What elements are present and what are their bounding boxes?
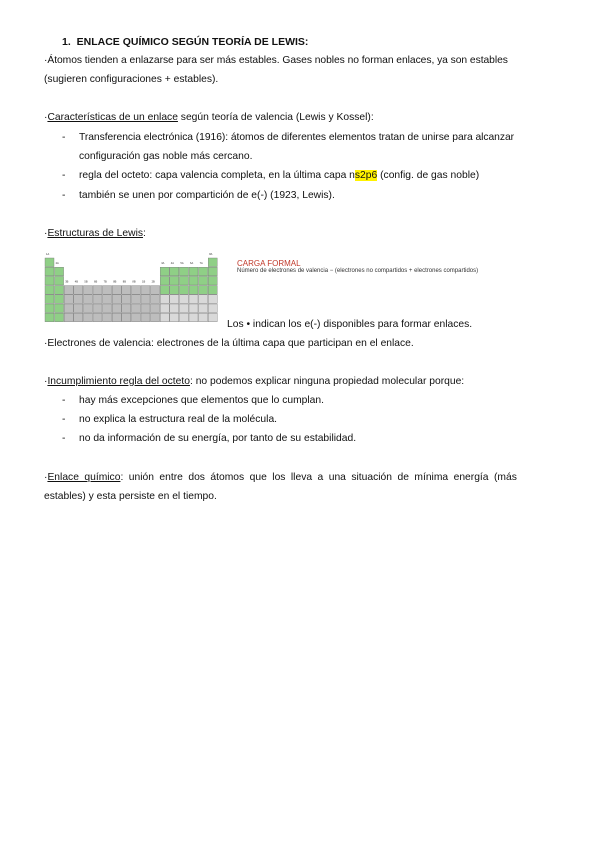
incumplimiento-rest: : no podemos explicar ninguna propiedad molecular porque:	[189, 376, 465, 387]
element-cell	[64, 295, 73, 304]
element-cell	[93, 313, 102, 322]
element-cell	[160, 313, 169, 322]
element-cell	[141, 304, 150, 313]
figure-caption: Los • indican los e(-) disponibles para formar enlaces.	[227, 319, 473, 330]
element-cell	[179, 295, 188, 304]
element-cell	[55, 313, 64, 322]
bullet-dot: ·	[44, 112, 48, 123]
element-cell	[45, 276, 54, 285]
incumplimiento-item-1: hay más excepciones que elementos que lo cumplan.	[79, 395, 324, 406]
element-cell	[141, 286, 150, 295]
element-cell	[199, 313, 208, 322]
element-cell	[208, 276, 217, 285]
element-cell	[199, 295, 208, 304]
element-cell	[208, 258, 217, 267]
element-cell	[93, 286, 102, 295]
caracteristicas-item-2	[79, 170, 479, 182]
enlace-line-2: estables) y esta persiste en el tiempo.	[44, 491, 217, 502]
element-cell	[189, 313, 198, 322]
group-label: 7B	[103, 280, 107, 284]
element-cell	[179, 276, 188, 285]
element-cell	[93, 295, 102, 304]
carga-formal-formula: Número de electrones de valencia − (electrones no compartidos + electrones compartidos)	[237, 268, 479, 274]
group-label: 2A	[55, 262, 59, 266]
element-cell	[189, 304, 198, 313]
list-dash: -	[62, 433, 66, 444]
element-cell	[199, 267, 208, 276]
caracteristicas-link: Características de un enlace	[47, 112, 178, 123]
element-cell	[122, 295, 131, 304]
element-cell	[112, 304, 121, 313]
element-cell	[103, 286, 112, 295]
element-cell	[122, 304, 131, 313]
element-cell	[93, 304, 102, 313]
element-cell	[160, 276, 169, 285]
estructuras-colon: :	[143, 228, 146, 239]
element-cell	[131, 286, 140, 295]
list-dash: -	[62, 414, 66, 425]
element-cell	[131, 304, 140, 313]
element-cell	[160, 304, 169, 313]
element-cell	[103, 313, 112, 322]
element-cell	[45, 267, 54, 276]
group-label: 6A	[190, 262, 194, 266]
group-label: 1A	[46, 253, 50, 256]
group-label: 8A	[209, 253, 213, 256]
element-cell	[199, 276, 208, 285]
element-cell	[83, 304, 92, 313]
element-cell	[170, 286, 179, 295]
element-cell	[170, 267, 179, 276]
element-cell	[55, 267, 64, 276]
section-heading	[62, 36, 308, 48]
element-cell	[151, 304, 160, 313]
incumplimiento-item-2: no explica la estructura real de la molécula.	[79, 414, 278, 425]
caracteristicas-item-1-line-2: configuración gas noble más cercano.	[79, 151, 253, 162]
element-cell	[199, 286, 208, 295]
element-cell	[103, 304, 112, 313]
element-cell	[74, 286, 83, 295]
caracteristicas-heading	[44, 112, 374, 124]
group-label: 5A	[180, 262, 184, 266]
element-cell	[131, 313, 140, 322]
element-cell	[55, 295, 64, 304]
element-cell	[151, 295, 160, 304]
element-cell	[141, 295, 150, 304]
element-cell	[208, 286, 217, 295]
estructuras-heading	[44, 228, 146, 240]
valencia-line: ·Electrones de valencia: electrones de la última capa que participan en el enlace.	[44, 338, 414, 349]
list-dash: -	[62, 170, 66, 181]
element-cell	[55, 276, 64, 285]
periodic-table-image	[44, 246, 226, 328]
enlace-rest: : unión entre dos átomos que los lleva a una situación de mínima energía (más	[120, 472, 517, 483]
element-cell	[179, 313, 188, 322]
estructuras-link: Estructuras de Lewis	[47, 228, 144, 239]
heading-text: ENLACE QUÍMICO SEGÚN TEORÍA DE LEWIS:	[76, 36, 309, 48]
element-cell	[189, 286, 198, 295]
group-label: 5B	[84, 280, 88, 284]
element-cell	[179, 267, 188, 276]
element-cell	[189, 267, 198, 276]
heading-number: 1.	[62, 36, 71, 48]
element-cell	[179, 286, 188, 295]
element-cell	[170, 295, 179, 304]
group-label: 3B	[65, 280, 69, 284]
group-label: 4A	[170, 262, 174, 266]
element-cell	[112, 313, 121, 322]
element-cell	[208, 295, 217, 304]
group-label: 4B	[74, 280, 78, 284]
group-label: 1B	[142, 280, 146, 284]
element-cell	[74, 313, 83, 322]
incumplimiento-heading	[44, 376, 464, 388]
element-cell	[83, 313, 92, 322]
element-cell	[151, 313, 160, 322]
element-cell	[122, 286, 131, 295]
octeto-text: regla del octeto: capa valencia completa, en la última capa n	[79, 170, 355, 181]
list-dash: -	[62, 395, 66, 406]
element-cell	[141, 313, 150, 322]
element-cell	[170, 276, 179, 285]
intro-line-1: ·Átomos tienden a enlazarse para ser más estables. Gases nobles no forman enlaces, ya son estables	[44, 55, 508, 66]
incumplimiento-item-3: no da información de su energía, por tanto de su estabilidad.	[79, 433, 357, 444]
element-cell	[45, 258, 54, 267]
group-label: 7A	[199, 262, 203, 266]
element-cell	[103, 295, 112, 304]
list-dash: -	[62, 190, 66, 201]
element-cell	[45, 313, 54, 322]
element-cell	[122, 313, 131, 322]
element-cell	[160, 286, 169, 295]
group-label: 2B	[151, 280, 155, 284]
group-label: 8B	[122, 280, 126, 284]
element-cell	[45, 295, 54, 304]
element-cell	[64, 286, 73, 295]
element-cell	[112, 295, 121, 304]
element-cell	[45, 286, 54, 295]
element-cell	[170, 313, 179, 322]
element-cell	[160, 295, 169, 304]
element-cell	[74, 304, 83, 313]
caracteristicas-item-3: también se unen por compartición de e(-) (1923, Lewis).	[79, 190, 335, 201]
element-cell	[170, 304, 179, 313]
element-cell	[189, 295, 198, 304]
octeto-suffix: (config. de gas noble)	[377, 170, 480, 181]
enlace-link: Enlace químico	[47, 472, 121, 483]
element-cell	[208, 313, 217, 322]
bullet-dot: ·	[44, 376, 48, 387]
group-label: 8B	[132, 280, 136, 284]
element-cell	[45, 304, 54, 313]
element-cell	[199, 304, 208, 313]
group-label: 6B	[94, 280, 98, 284]
enlace-line-1	[44, 472, 517, 484]
highlighted-config: s2p6	[354, 170, 378, 181]
element-cell	[189, 276, 198, 285]
element-cell	[160, 267, 169, 276]
incumplimiento-link: Incumplimiento regla del octeto	[47, 376, 190, 387]
element-cell	[64, 313, 73, 322]
element-cell	[83, 286, 92, 295]
bullet-dot: ·	[44, 228, 48, 239]
caracteristicas-item-1-line-1: Transferencia electrónica (1916): átomos de diferentes elementos tratan de unirse para alcanzar	[79, 132, 515, 143]
element-cell	[83, 295, 92, 304]
element-cell	[151, 286, 160, 295]
caracteristicas-rest: según teoría de valencia (Lewis y Kossel):	[177, 112, 374, 123]
group-label: 8B	[113, 280, 117, 284]
element-cell	[179, 304, 188, 313]
element-cell	[112, 286, 121, 295]
list-dash: -	[62, 132, 66, 143]
element-cell	[74, 295, 83, 304]
group-label: 3A	[161, 262, 165, 266]
element-cell	[55, 286, 64, 295]
carga-formal-title: CARGA FORMAL	[237, 259, 301, 268]
element-cell	[208, 304, 217, 313]
intro-line-2: (sugieren configuraciones + estables).	[44, 74, 219, 85]
element-cell	[208, 267, 217, 276]
element-cell	[131, 295, 140, 304]
element-cell	[55, 304, 64, 313]
element-cell	[64, 304, 73, 313]
bullet-dot: ·	[44, 472, 48, 483]
